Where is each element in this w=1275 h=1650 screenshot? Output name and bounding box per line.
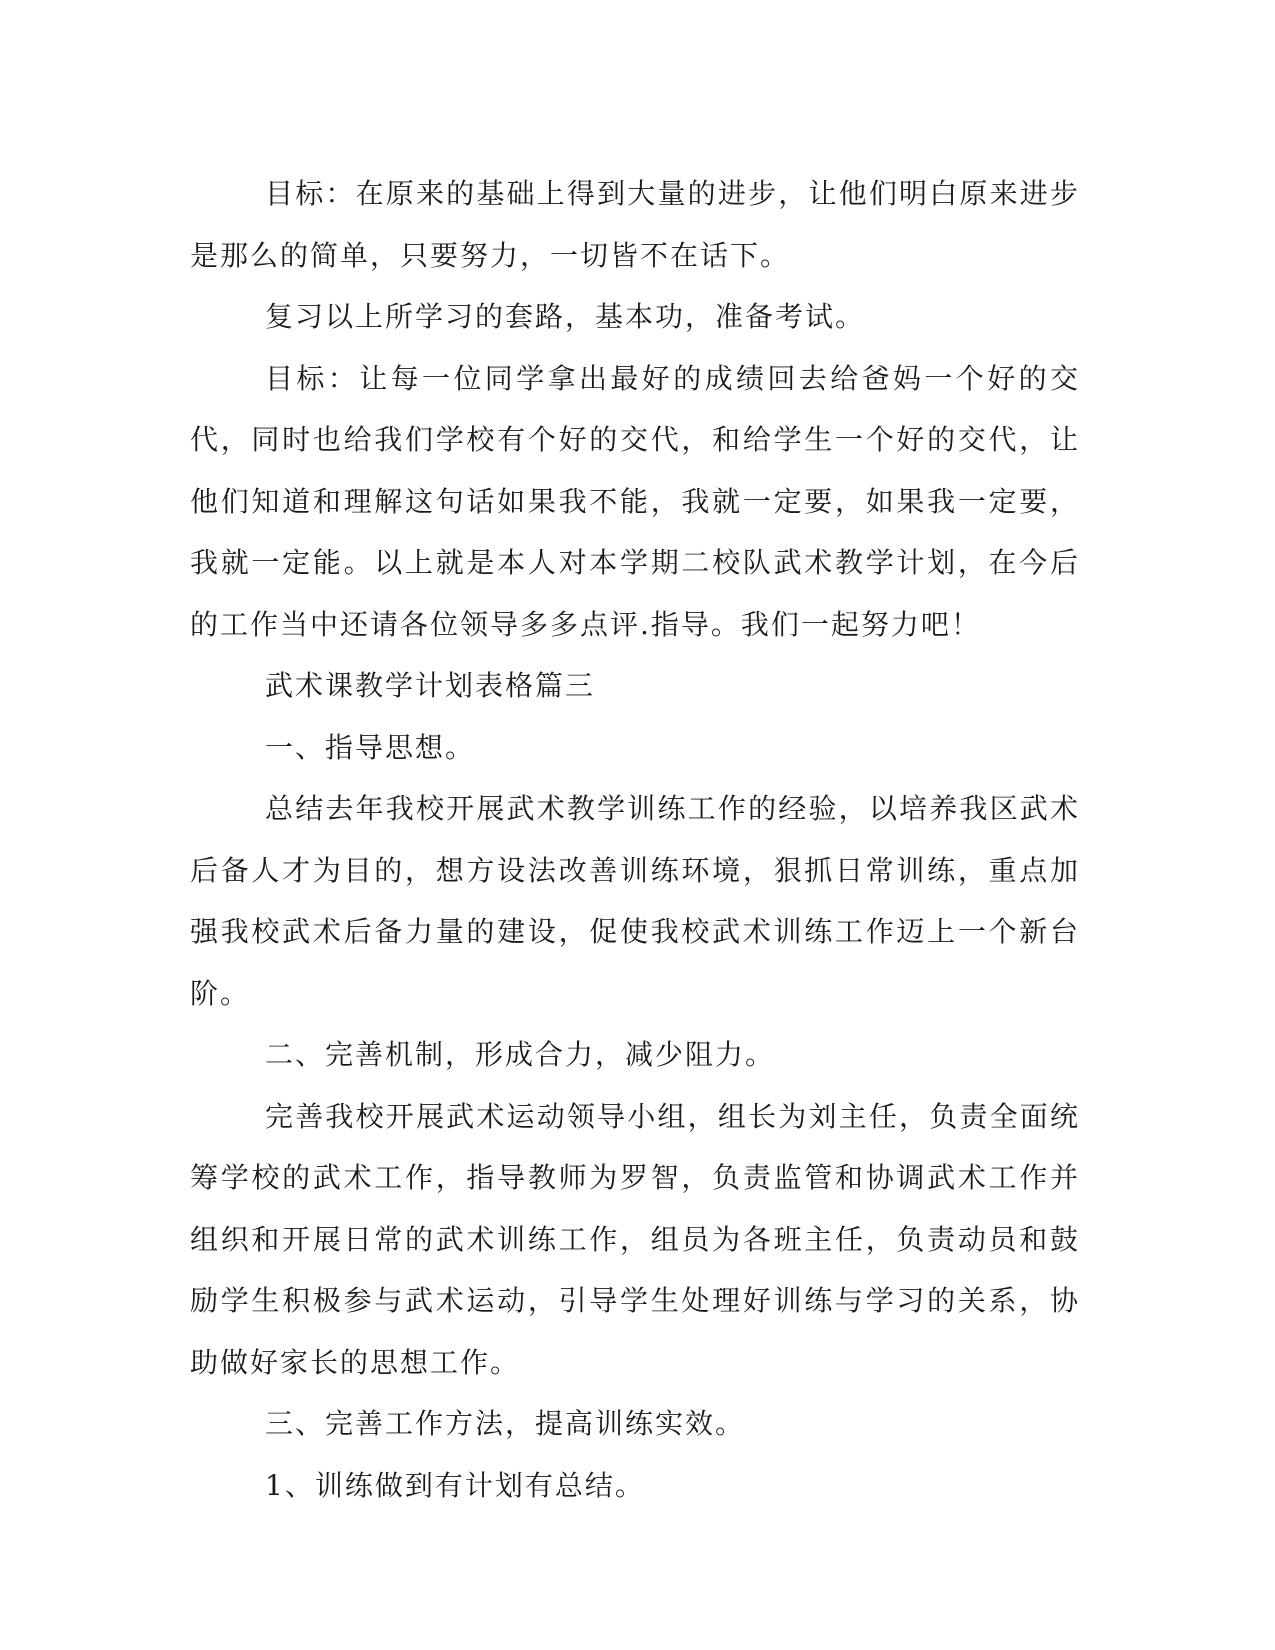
document-body <box>190 163 1080 1516</box>
section-title: 武术课教学计划表格篇三 <box>265 669 596 702</box>
heading-mechanism: 二、完善机制，形成合力，减少阻力。 <box>265 1038 776 1071</box>
heading-work-methods: 三、完善工作方法，提高训练实效。 <box>265 1407 746 1440</box>
heading-guiding-ideology: 一、指导思想。 <box>265 730 476 764</box>
list-item-training-plan: 1、训练做到有计划有总结。 <box>265 1468 645 1502</box>
paragraph-review: 复习以上所学习的套路，基本功，准备考试。 <box>265 300 866 333</box>
paragraph-leadership-group: 完善我校开展武术运动领导小组，组长为刘主任，负责全面统筹学校的武术工作，指导教师为罗智，负责监管和协调武术工作并组织和开展日常的武术训练工作，组员为各班主任，负责动员和鼓励学生积极参与武术运动，引导学生处理好训练与学习的关系，协助做好家长的思想工作。 <box>190 1099 1080 1379</box>
paragraph-goal-progress: 目标：在原来的基础上得到大量的进步，让他们明白原来进步是那么的简单，只要努力，一切皆不在话下。 <box>190 177 1080 272</box>
paragraph-goal-grades: 目标：让每一位同学拿出最好的成绩回去给爸妈一个好的交代，同时也给我们学校有个好的交代，和给学生一个好的交代，让他们知道和理解这句话如果我不能，我就一定要，如果我一定要，我就一定能。以上就是本人对本学期二校队武术教学计划，在今后的工作当中还请各位领导多多点评.指导。我们一起努力吧！ <box>190 361 1080 641</box>
paragraph-summary: 总结去年我校开展武术教学训练工作的经验，以培养我区武术后备人才为目的，想方设法改善训练环境，狠抓日常训练，重点加强我校武术后备力量的建设，促使我校武术训练工作迈上一个新台阶。 <box>190 792 1080 1010</box>
